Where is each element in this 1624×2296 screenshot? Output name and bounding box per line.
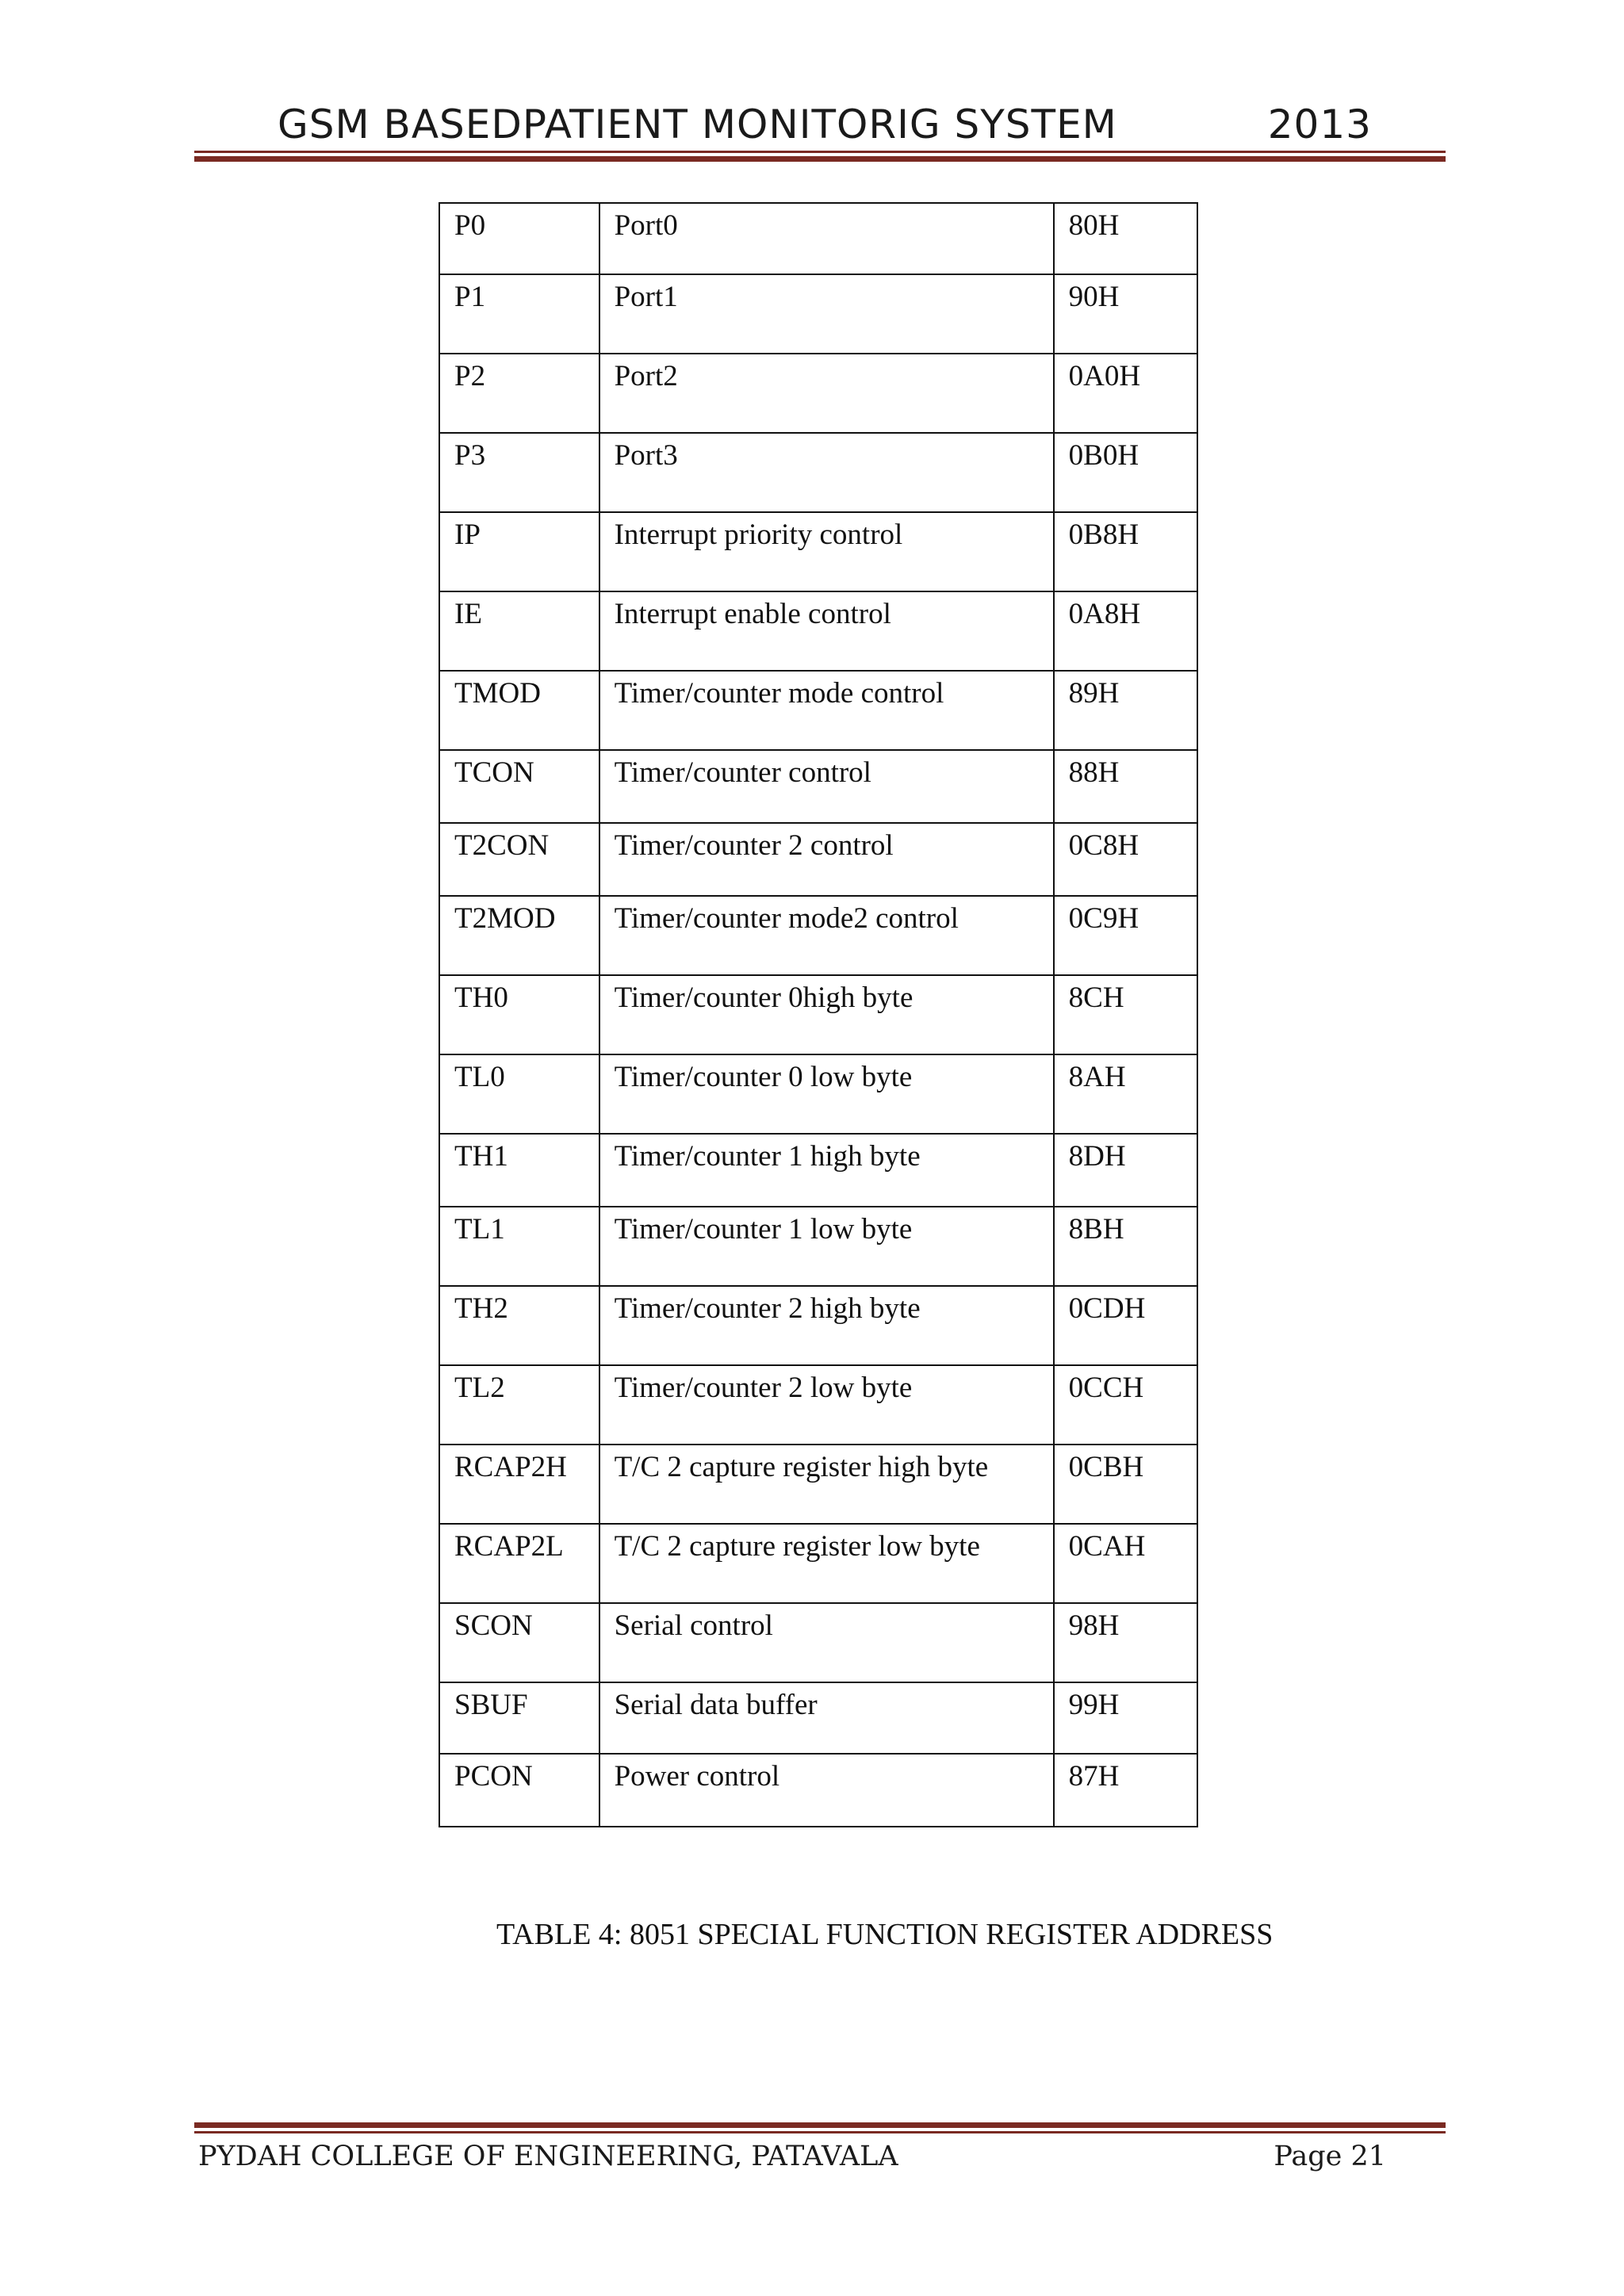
name-cell: Timer/counter 2 control [599,823,1054,896]
address-cell: 90H [1054,274,1197,354]
address-cell: 0B0H [1054,433,1197,512]
address-cell: 0CAH [1054,1524,1197,1603]
address-cell: 0CCH [1054,1365,1197,1445]
symbol-cell: P1 [439,274,599,354]
symbol-cell: TH0 [439,975,599,1054]
table-row [439,433,1197,512]
footer-rule-thin [194,2131,1446,2133]
college-name: PYDAH COLLEGE OF ENGINEERING, PATAVALA [198,2141,898,2172]
sfr-table-body [439,203,1197,1827]
address-cell: 0CDH [1054,1286,1197,1365]
name-cell: Port1 [599,274,1054,354]
name-cell: Serial data buffer [599,1682,1054,1754]
name-cell: Timer/counter 2 high byte [599,1286,1054,1365]
name-cell: Timer/counter control [599,750,1054,823]
name-cell: Timer/counter 2 low byte [599,1365,1054,1445]
symbol-cell: IE [439,591,599,671]
table-row [439,975,1197,1054]
table-row [439,512,1197,591]
symbol-cell: T2CON [439,823,599,896]
address-cell: 80H [1054,203,1197,274]
table-row [439,1682,1197,1754]
name-cell: Interrupt priority control [599,512,1054,591]
address-cell: 98H [1054,1603,1197,1682]
table-row [439,1286,1197,1365]
name-cell: T/C 2 capture register low byte [599,1524,1054,1603]
symbol-cell: TL0 [439,1054,599,1134]
page-header [278,95,1372,159]
table-row [439,750,1197,823]
symbol-cell: TL1 [439,1207,599,1286]
table-row [439,896,1197,975]
address-cell: 0CBH [1054,1445,1197,1524]
name-cell: Port2 [599,354,1054,433]
name-cell: T/C 2 capture register high byte [599,1445,1054,1524]
symbol-cell: TH2 [439,1286,599,1365]
sfr-address-table [439,202,1198,1827]
name-cell: Timer/counter 1 high byte [599,1134,1054,1207]
address-cell: 89H [1054,671,1197,750]
symbol-cell: SBUF [439,1682,599,1754]
address-cell: 8CH [1054,975,1197,1054]
address-cell: 87H [1054,1754,1197,1827]
address-cell: 0A0H [1054,354,1197,433]
symbol-cell: P2 [439,354,599,433]
symbol-cell: IP [439,512,599,591]
name-cell: Interrupt enable control [599,591,1054,671]
table-row [439,1054,1197,1134]
address-cell: 0C8H [1054,823,1197,896]
name-cell: Timer/counter 0 low byte [599,1054,1054,1134]
address-cell: 0A8H [1054,591,1197,671]
symbol-cell: RCAP2H [439,1445,599,1524]
table-row [439,1445,1197,1524]
document-title: GSM BASEDPATIENT MONITORIG SYSTEM [278,101,1117,147]
address-cell: 8DH [1054,1134,1197,1207]
header-rule-thin [194,151,1446,153]
table-caption: TABLE 4: 8051 SPECIAL FUNCTION REGISTER ADDRESS [496,1918,1274,1951]
name-cell: Port0 [599,203,1054,274]
page-number: Page 21 [1274,2141,1386,2172]
symbol-cell: PCON [439,1754,599,1827]
symbol-cell: P0 [439,203,599,274]
name-cell: Timer/counter mode control [599,671,1054,750]
table-row [439,591,1197,671]
name-cell: Port3 [599,433,1054,512]
table-row [439,1134,1197,1207]
address-cell: 8AH [1054,1054,1197,1134]
address-cell: 0B8H [1054,512,1197,591]
name-cell: Timer/counter 1 low byte [599,1207,1054,1286]
document-year: 2013 [1267,101,1372,147]
symbol-cell: SCON [439,1603,599,1682]
table-row [439,1207,1197,1286]
symbol-cell: TL2 [439,1365,599,1445]
symbol-cell: P3 [439,433,599,512]
table-row [439,203,1197,274]
symbol-cell: TMOD [439,671,599,750]
footer-rule-thick [194,2122,1446,2128]
name-cell: Timer/counter mode2 control [599,896,1054,975]
table-row [439,1524,1197,1603]
address-cell: 99H [1054,1682,1197,1754]
table-row [439,354,1197,433]
table-row [439,1603,1197,1682]
name-cell: Serial control [599,1603,1054,1682]
table-row [439,1365,1197,1445]
address-cell: 0C9H [1054,896,1197,975]
header-rule-thick [194,156,1446,162]
address-cell: 8BH [1054,1207,1197,1286]
page-footer [198,2141,1386,2188]
table-row [439,274,1197,354]
symbol-cell: RCAP2L [439,1524,599,1603]
symbol-cell: TH1 [439,1134,599,1207]
symbol-cell: TCON [439,750,599,823]
table-row [439,671,1197,750]
table-row [439,823,1197,896]
symbol-cell: T2MOD [439,896,599,975]
name-cell: Timer/counter 0high byte [599,975,1054,1054]
address-cell: 88H [1054,750,1197,823]
table-row [439,1754,1197,1827]
name-cell: Power control [599,1754,1054,1827]
